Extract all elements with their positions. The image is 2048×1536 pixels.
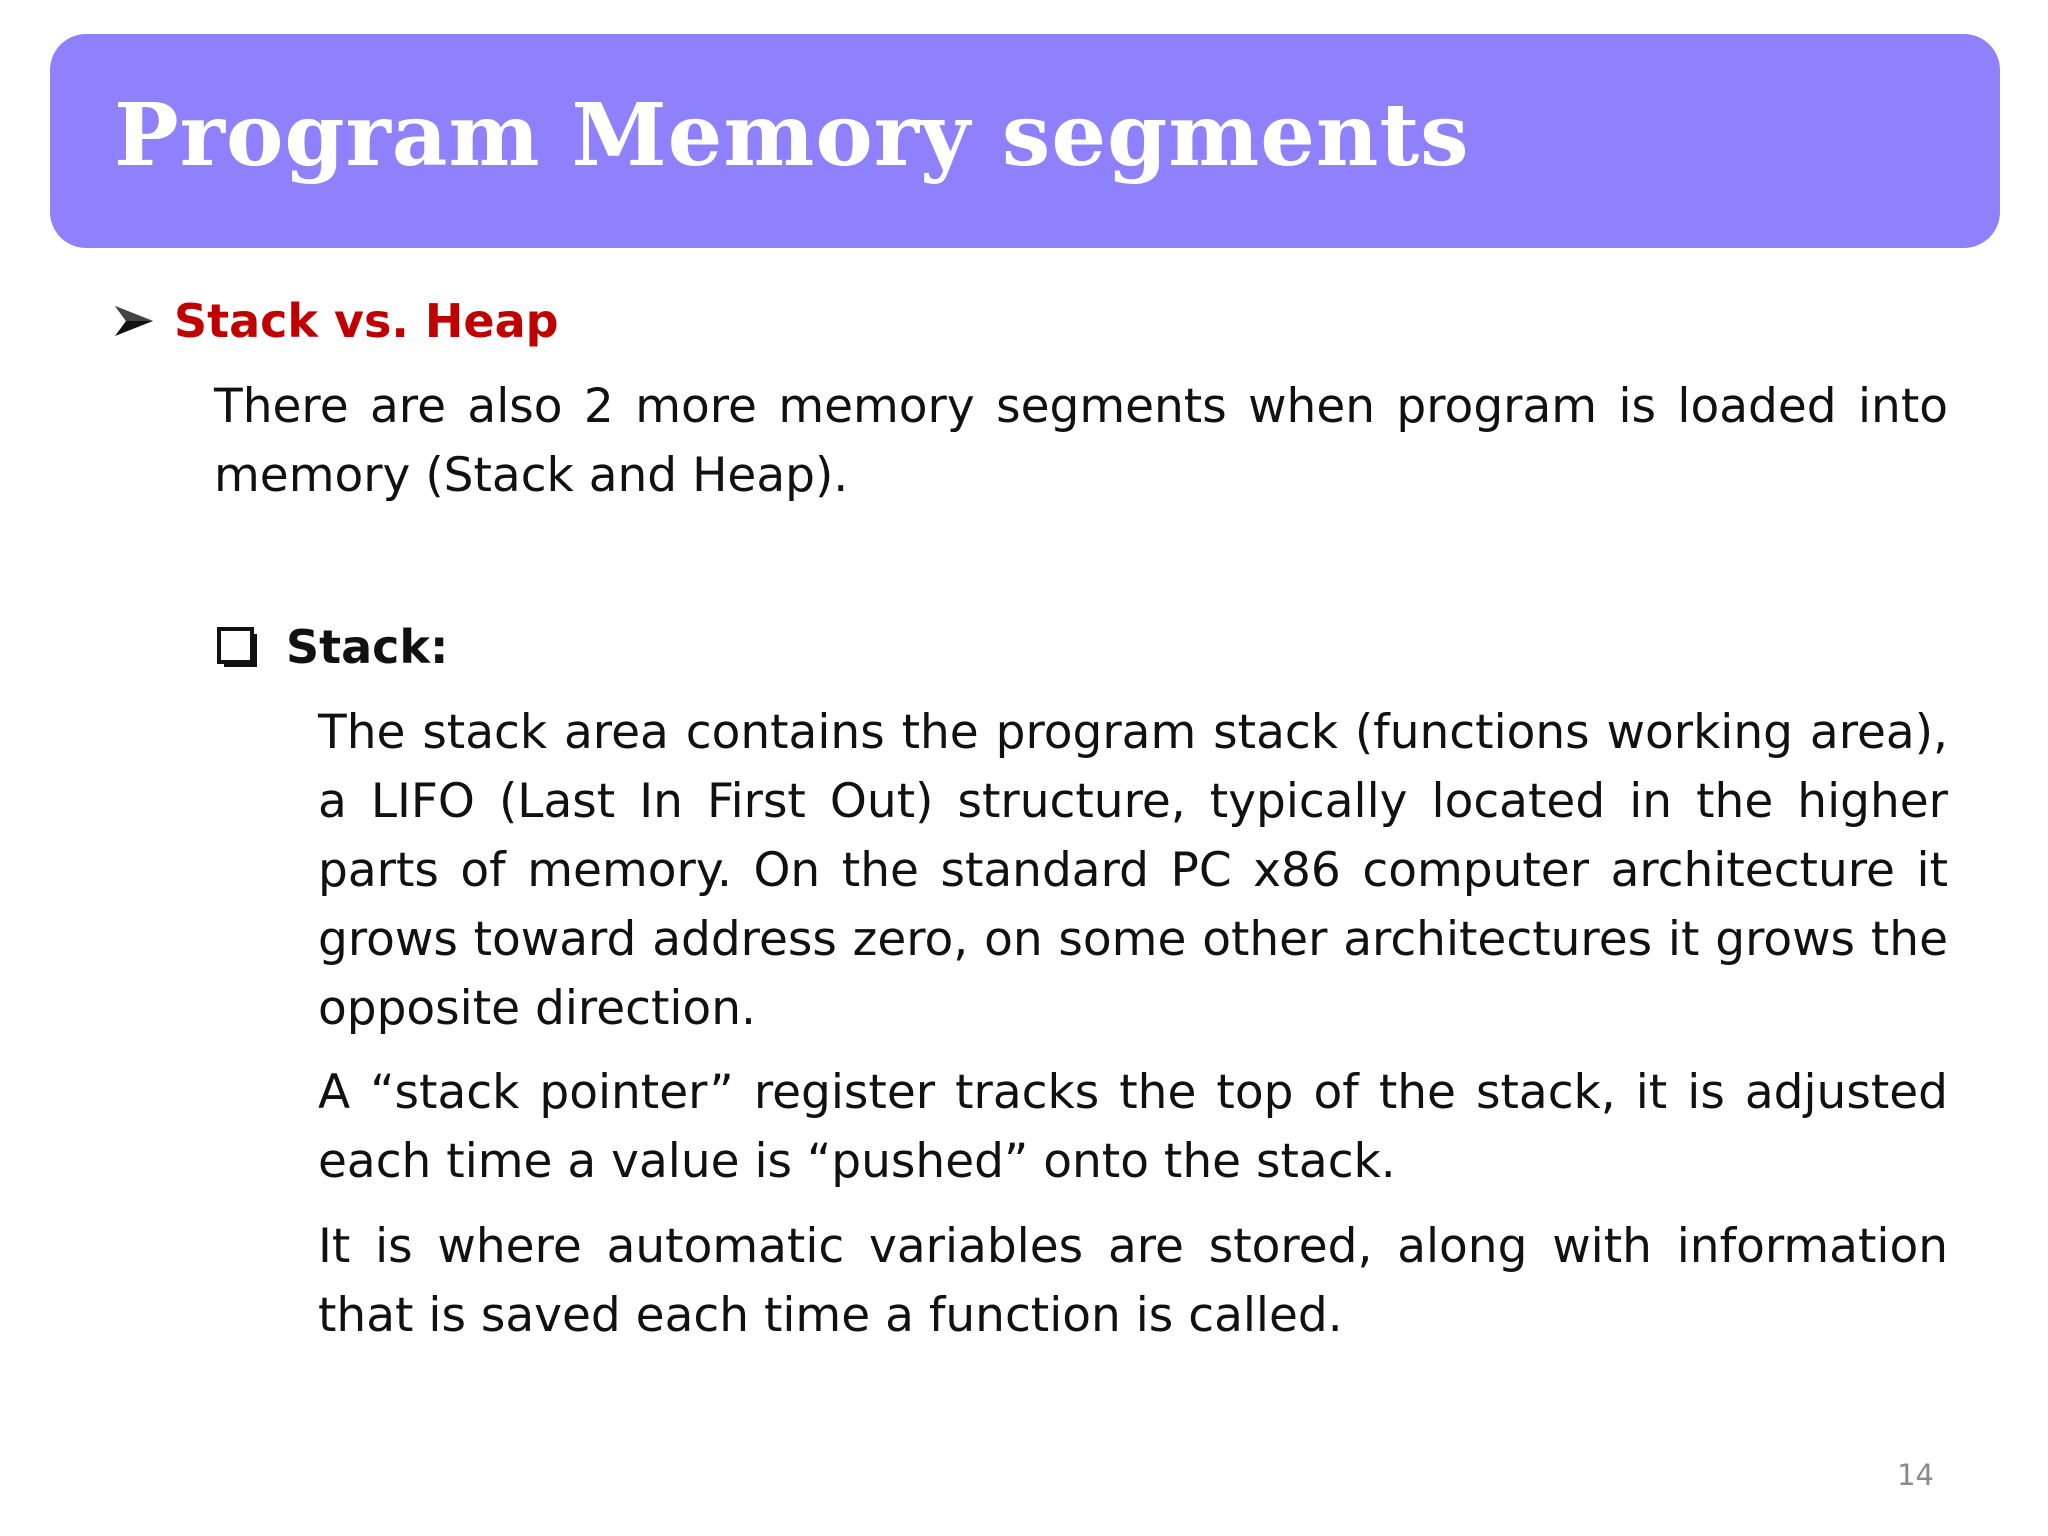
section-heading-text: Stack vs. Heap	[174, 294, 559, 348]
intro-paragraph: There are also 2 more memory segments when program is loaded into memory (Stack and Heap).	[214, 379, 1948, 503]
section-heading	[112, 288, 559, 354]
page-number: 14	[1897, 1458, 1934, 1492]
checkbox-bullet-icon	[216, 626, 258, 668]
slide-title: Program Memory segments	[114, 85, 1470, 186]
stack-paragraph-1: The stack area contains the program stack (functions working area), a LIFO (Last In First Out) structure, typically located in the higher parts of memory. On the standard PC x86 computer architecture it grows toward address zero, on some other architectures it grows the opposite direction.	[318, 705, 1948, 1036]
arrow-bullet-icon	[112, 299, 156, 343]
stack-paragraph-3: It is where automatic variables are stored, along with information that is saved each time a function is called.	[318, 1219, 1948, 1343]
stack-paragraph-2: A “stack pointer” register tracks the top of the stack, it is adjusted each time a value is “pushed” onto the stack.	[318, 1065, 1948, 1189]
stack-heading-text: Stack:	[286, 620, 449, 674]
title-bar	[50, 34, 2000, 248]
stack-heading	[216, 614, 448, 680]
